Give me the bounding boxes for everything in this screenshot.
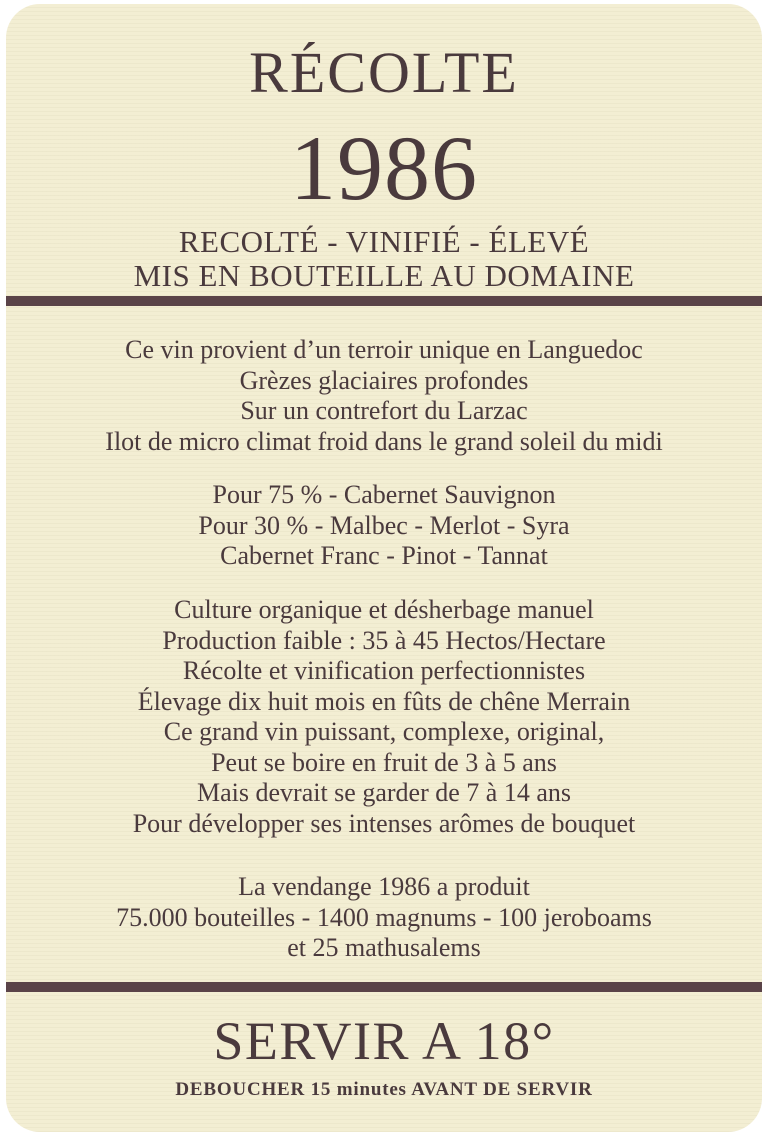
- subtitle-line-1: RECOLTÉ - VINIFIÉ - ÉLEVÉ: [178, 224, 590, 259]
- culture-line: Mais devrait se garder de 7 à 14 ans: [197, 778, 571, 807]
- culture-line: Ce grand vin puissant, complexe, original,: [163, 717, 605, 746]
- terroir-line: Sur un contrefort du Larzac: [240, 396, 528, 425]
- terroir-line: Ilot de micro climat froid dans le grand soleil du midi: [105, 426, 663, 456]
- culture-line: Pour développer ses intenses arômes de bouquet: [132, 808, 636, 838]
- culture-line: Élevage dix huit mois en fûts de chêne Merrain: [137, 686, 631, 716]
- label-title: RÉCOLTE: [249, 40, 519, 105]
- divider-top: [6, 296, 762, 306]
- cepages-section: [6, 480, 762, 572]
- culture-line: Culture organique et désherbage manuel: [174, 595, 594, 624]
- production-line: et 25 mathusalems: [287, 933, 481, 962]
- divider-bottom: [6, 982, 762, 992]
- wine-label-card: [6, 4, 762, 1132]
- decanting-instruction: DEBOUCHER 15 minutes AVANT DE SERVIR: [175, 1079, 593, 1100]
- culture-line: Peut se boire en fruit de 3 à 5 ans: [211, 747, 557, 777]
- production-section: [6, 872, 762, 964]
- vintage-year: 1986: [290, 117, 478, 219]
- terroir-line: Grèzes glaciaires profondes: [239, 365, 529, 395]
- cepage-line: Cabernet Franc - Pinot - Tannat: [220, 541, 548, 570]
- production-line: La vendange 1986 a produit: [238, 872, 530, 901]
- culture-section: [6, 595, 762, 839]
- terroir-section: [6, 335, 762, 457]
- terroir-line: Ce vin provient d’un terroir unique en Languedoc: [125, 335, 643, 364]
- culture-line: Récolte et vinification perfectionnistes: [182, 656, 586, 685]
- serving-temperature: SERVIR A 18°: [213, 1011, 555, 1071]
- culture-line: Production faible : 35 à 45 Hectos/Hectare: [162, 625, 606, 655]
- subtitle-line-2: MIS EN BOUTEILLE AU DOMAINE: [133, 258, 635, 293]
- production-line: 75.000 bouteilles - 1400 magnums - 100 jeroboams: [116, 902, 652, 932]
- cepage-line: Pour 75 % - Cabernet Sauvignon: [212, 480, 556, 509]
- cepage-line: Pour 30 % - Malbec - Merlot - Syra: [198, 510, 570, 540]
